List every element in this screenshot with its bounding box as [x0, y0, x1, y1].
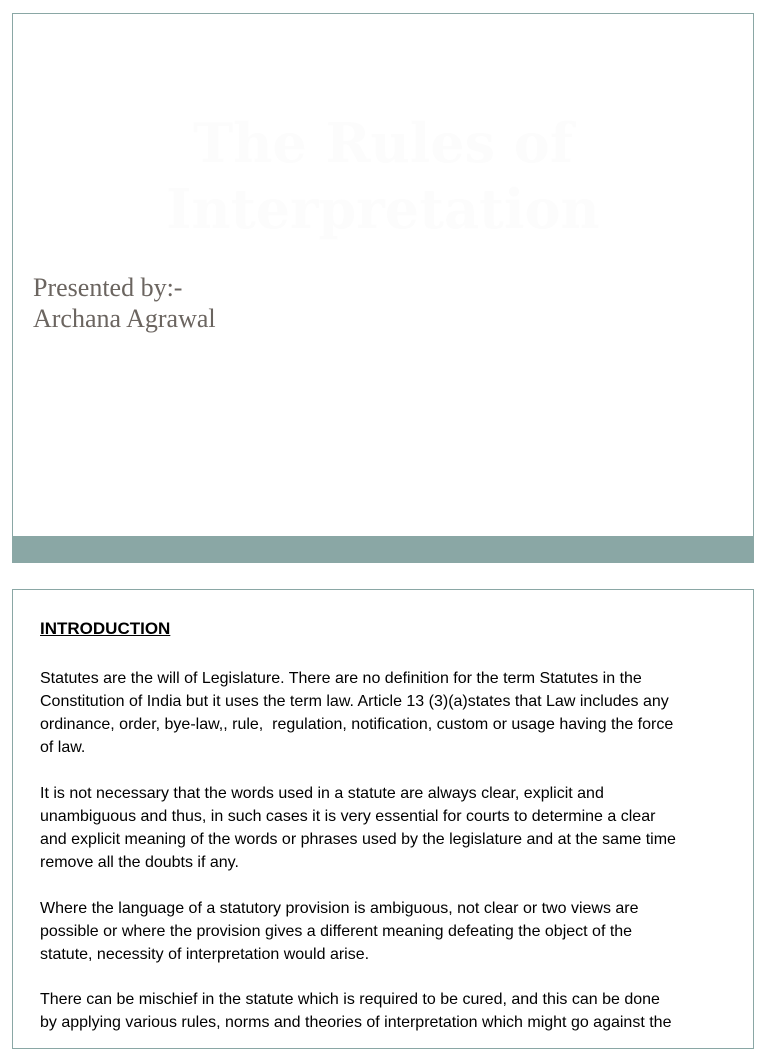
- slide-title-line-2: Interpretation: [166, 177, 600, 241]
- footer-band: [13, 536, 753, 562]
- paragraph-mischief: There can be mischief in the statute which is required to be cured, and this can be done by applying various rules, norms and theories of interpretation which might go against the: [40, 991, 672, 1031]
- title-slide: [12, 13, 754, 563]
- presented-by-label: Presented by:-: [33, 273, 183, 302]
- paragraph-ambiguity: Where the language of a statutory provision is ambiguous, not clear or two views are possible or where the provision gives a different meaning defeating the object of the statute, necessity of interpretation would arise.: [40, 900, 639, 963]
- slide-title-line-1: The Rules of: [192, 111, 574, 175]
- paragraph-clarity: It is not necessary that the words used in a statute are always clear, explicit and unambiguous and thus, in such cases it is very essential for courts to determine a clear and explicit meaning of the words or phrases used by the legislature and at the same time remove all the doubts if any.: [40, 785, 676, 871]
- introduction-heading: INTRODUCTION: [40, 619, 171, 638]
- presenter-name: Archana Agrawal: [33, 304, 216, 333]
- paragraph-statutes: Statutes are the will of Legislature. There are no definition for the term Statutes in the Constitution of India but it uses the term law. Article 13 (3)(a)states that Law includes any ordinance, order, bye-law,, rule, regulation, notification, custom or usage having the force of law.: [40, 670, 674, 756]
- introduction-slide: [12, 589, 754, 1049]
- slide-title: [13, 110, 753, 242]
- presenter-block: [33, 272, 216, 334]
